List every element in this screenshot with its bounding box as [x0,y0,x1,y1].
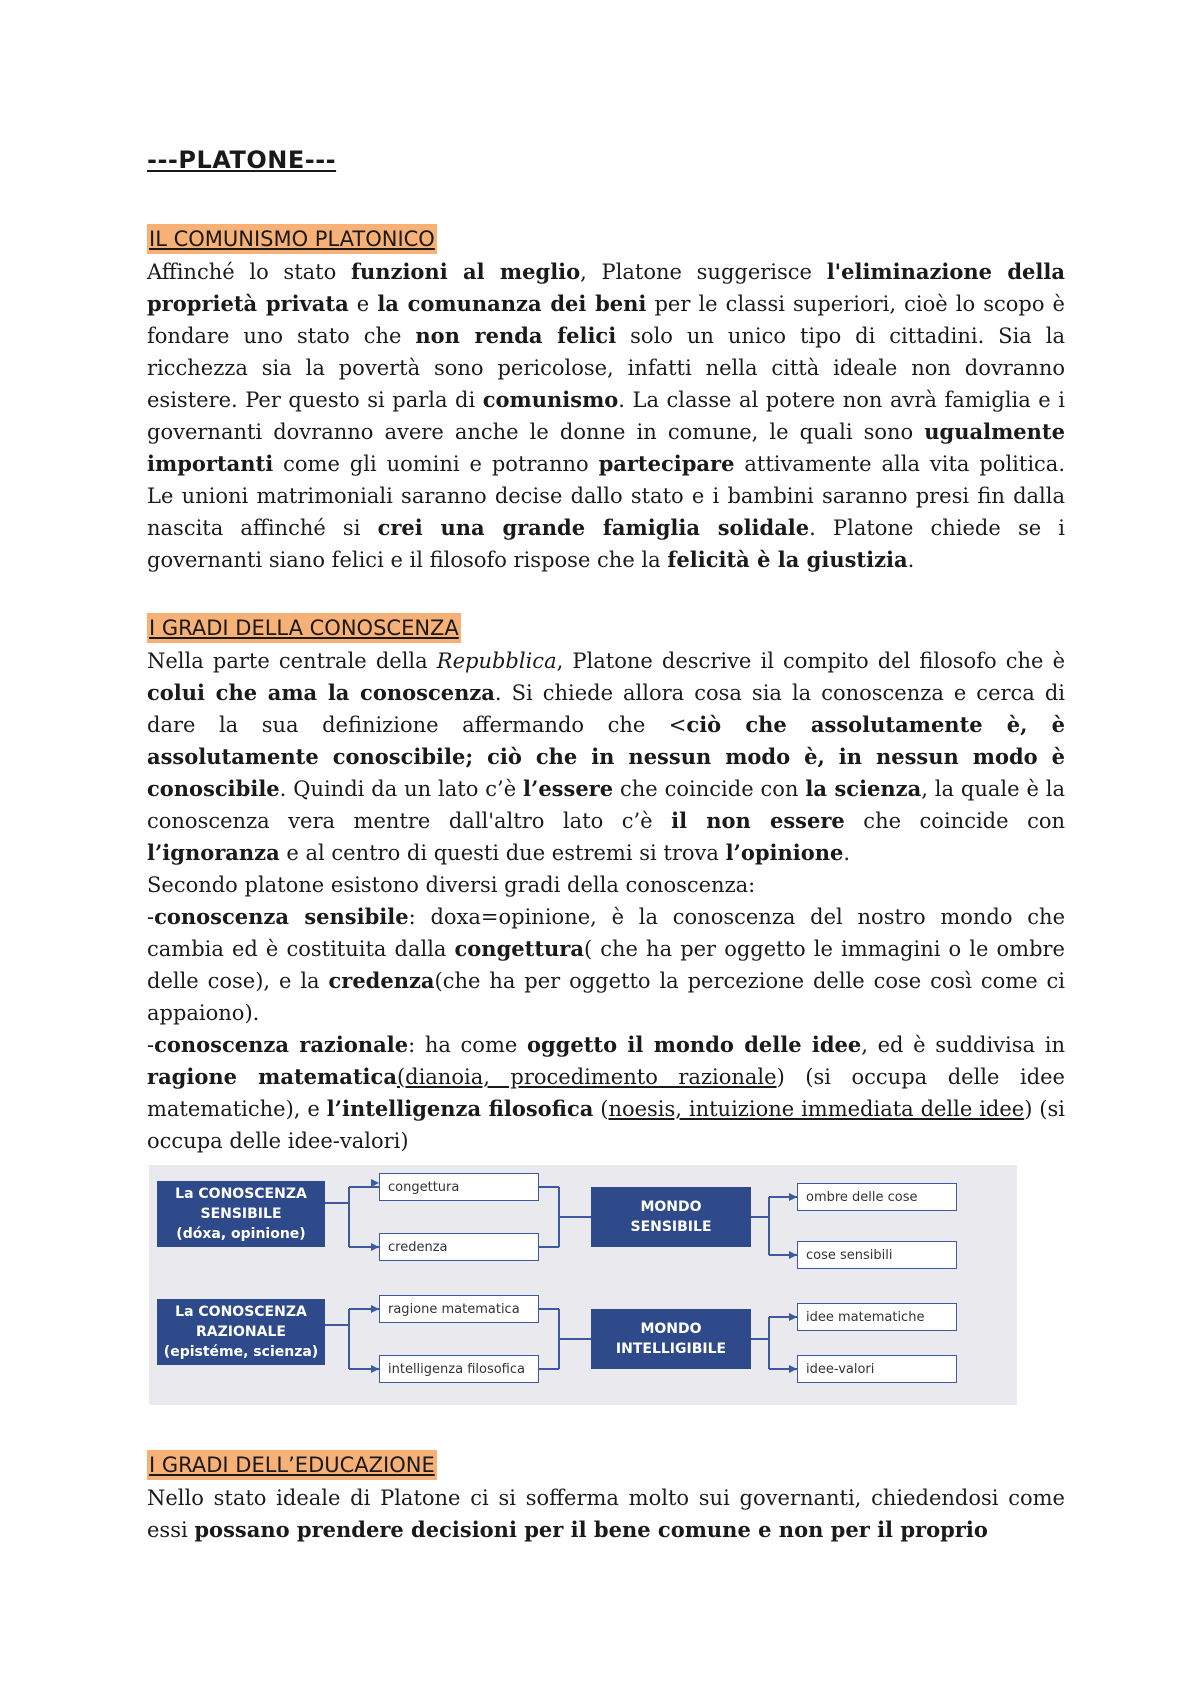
text-run: . [843,841,851,865]
text-run: ) (si occupa delle idee-valori) [147,1097,1065,1153]
paragraph-comunismo [147,256,1065,576]
box-label: MONDO [640,1199,702,1215]
paragraph-conoscenza-intro [147,645,1065,869]
emphasis-run: crei una grande famiglia solidale [377,515,810,540]
text-run: Nella parte centrale della [147,649,437,673]
text-run: ( che ha per oggetto le immagini o le ombre delle cose), e la [147,937,1065,993]
text-run: - [147,1033,155,1057]
paragraph-gradi [147,869,1065,901]
text-run: . Si chiede allora cosa sia la conoscenza e cerca di dare la sua definizione affermando che < [147,681,1065,737]
box-label: (epistéme, scienza) [163,1344,319,1360]
box-conoscenza-razionale [157,1299,325,1365]
emphasis-run: l'eliminazione della proprietà privata [147,259,1065,316]
emphasis-run: Repubblica [436,649,557,673]
emphasis-run: oggetto il mondo delle idee [526,1032,862,1057]
text-run: . [907,548,915,572]
box-label: (dóxa, opinione) [176,1226,306,1242]
emphasis-run: felicità è la giustizia [667,547,908,572]
text-run: attivamente alla vita politica. Le unioni matrimoniali saranno decise dallo stato e i bambini saranno presi fin dalla nascita affinché si [147,452,1065,540]
heading-conoscenza: I GRADI DELLA CONOSCENZA [147,613,461,643]
emphasis-run: possano prendere decisioni per il bene comune e non per il proprio [194,1517,988,1542]
emphasis-run: l’essere [523,776,614,801]
text-run: , ed è suddivisa in [861,1033,1065,1057]
heading-comunismo: IL COMUNISMO PLATONICO [147,224,437,254]
document-title: ---PLATONE--- [147,146,337,174]
paragraph-educazione [147,1482,1065,1546]
box-label: La CONOSCENZA [175,1304,307,1320]
leaf-congettura: congettura [379,1173,539,1201]
leaf-credenza: credenza [379,1233,539,1261]
emphasis-run: l’ignoranza [147,840,280,865]
box-label: INTELLIGIBILE [615,1341,727,1357]
emphasis-run: l’intelligenza filosofica [326,1096,594,1121]
text-run: come gli uomini e potranno [273,452,599,476]
text-run: e [348,292,378,316]
emphasis-run: colui che ama la conoscenza [147,680,495,705]
text-run: - [147,905,155,929]
box-label: RAZIONALE [196,1324,286,1340]
text-run: Nello stato ideale di Platone ci si sofferma molto sui governanti, chiedendosi come essi [147,1486,1065,1542]
text-run: , la quale è la conoscenza vera mentre dall'altro lato c’è [147,777,1065,833]
paragraph-conoscenza-razionale [147,1029,1065,1157]
text-run: . La classe al potere non avrà famiglia e i governanti dovranno avere anche le donne in comune, le quali sono [147,388,1065,444]
box-label: SENSIBILE [200,1206,282,1222]
text-run: : ha come [408,1033,527,1057]
text-run: Secondo platone esistono diversi gradi della conoscenza: [147,873,756,897]
text-run: per le classi superiori, cioè lo scopo è fondare uno stato che [147,292,1065,348]
text-run: che coincide con [844,809,1066,833]
box-label: La CONOSCENZA [175,1186,307,1202]
box-label: MONDO [640,1321,702,1337]
text-run: . Platone chiede se i governanti siano felici e il filosofo rispose che la [147,516,1066,572]
leaf-intelligenza-filosofica: intelligenza filosofica [379,1355,539,1383]
emphasis-run: la scienza [805,776,922,801]
text-run: e al centro di questi due estremi si trova [279,841,726,865]
emphasis-run: la comunanza dei beni [377,291,647,316]
box-mondo-intelligibile [591,1309,751,1369]
text-run: : doxa=opinione, è la conoscenza del nostro mondo che cambia ed è costituita dalla [147,905,1065,961]
emphasis-run: credenza [328,968,435,993]
text-run: . Quindi da un lato c’è [279,777,524,801]
emphasis-run: ugualmente importanti [147,419,1065,476]
text-run: Affinché lo stato [147,260,351,284]
heading-educazione: I GRADI DELL’EDUCAZIONE [147,1450,437,1480]
emphasis-run: funzioni al meglio [350,259,581,284]
emphasis-run: conoscenza razionale [154,1032,409,1057]
text-run: (che ha per oggetto la percezione delle cose così come ci appaiono). [147,969,1066,1025]
emphasis-run: noesis, intuizione immediata delle idee [608,1097,1025,1121]
leaf-idee-matematiche: idee matematiche [797,1303,957,1331]
text-run: ( [593,1097,609,1121]
emphasis-run: (dianoia, procedimento razionale [396,1065,777,1089]
box-conoscenza-sensibile [157,1181,325,1247]
text-run: solo un unico tipo di cittadini. Sia la ricchezza sia la povertà sono pericolose, infatti nella città ideale non dovranno esistere. Per questo si parla di [147,324,1065,412]
emphasis-run: non renda felici [415,323,617,348]
text-run: , Platone descrive il compito del filosofo che è [556,649,1065,673]
emphasis-run: ragione matematica [147,1064,397,1089]
knowledge-diagram [149,1165,1017,1405]
box-label: SENSIBILE [630,1219,712,1235]
box-mondo-sensibile [591,1187,751,1247]
emphasis-run: partecipare [598,451,735,476]
paragraph-conoscenza-sensibile [147,901,1065,1029]
leaf-idee-valori: idee-valori [797,1355,957,1383]
emphasis-run: il non essere [671,808,845,833]
emphasis-run: congettura [454,936,584,961]
emphasis-run: l’opinione [725,840,844,865]
text-run: che coincide con [613,777,806,801]
emphasis-run: comunismo [482,387,619,412]
text-run: , Platone suggerisce [580,260,827,284]
text-run: ) (si occupa delle idee matematiche), e [147,1065,1065,1121]
leaf-ombre-delle-cose: ombre delle cose [797,1183,957,1211]
leaf-ragione-matematica: ragione matematica [379,1295,539,1323]
emphasis-run: conoscenza sensibile [154,904,409,929]
emphasis-run: ciò che assolutamente è, è assolutamente conoscibile; ciò che in nessun modo è, in nessun modo è conoscibile [147,712,1065,801]
leaf-cose-sensibili: cose sensibili [797,1241,957,1269]
